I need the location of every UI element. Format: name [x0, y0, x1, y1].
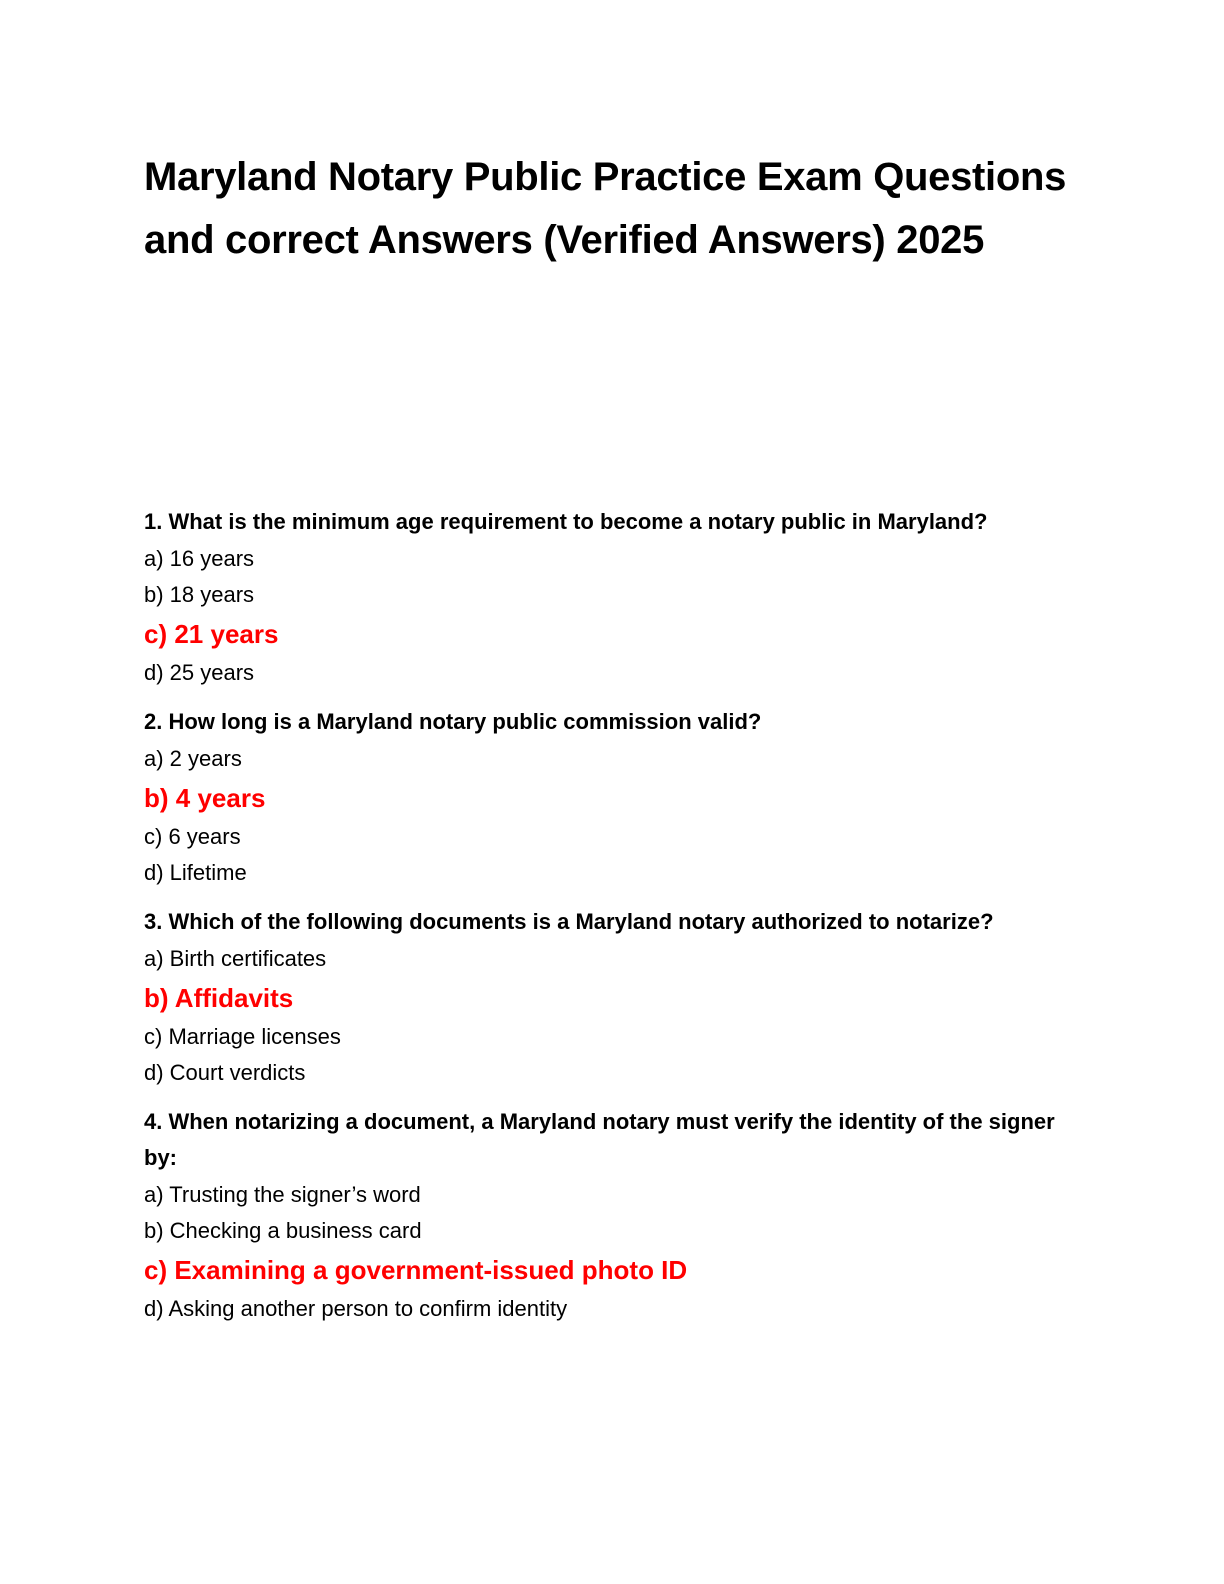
- answer-option: a) 2 years: [144, 746, 242, 771]
- correct-answer-option: b) Affidavits: [144, 983, 294, 1013]
- page-title: Maryland Notary Public Practice Exam Questions and correct Answers (Verified Answers) 2025: [144, 155, 1067, 262]
- answer-option: c) Marriage licenses: [144, 1024, 341, 1049]
- question-text: 1. What is the minimum age requirement to become a notary public in Maryland?: [144, 509, 988, 534]
- question-text: 4. When notarizing a document, a Maryland notary must verify the identity of the signer by:: [144, 1109, 1055, 1170]
- answer-option: d) Asking another person to confirm identity: [144, 1296, 568, 1321]
- answer-option: d) 25 years: [144, 660, 255, 685]
- answer-option: b) Checking a business card: [144, 1218, 422, 1243]
- question-4: [144, 1104, 1084, 1327]
- question-2: [144, 704, 1084, 891]
- question-list: [144, 504, 1084, 1340]
- answer-option: a) Trusting the signer’s word: [144, 1182, 421, 1207]
- answer-option: d) Court verdicts: [144, 1060, 306, 1085]
- question-3: [144, 904, 1084, 1091]
- answer-option: c) 6 years: [144, 824, 241, 849]
- answer-option: d) Lifetime: [144, 860, 247, 885]
- correct-answer-option: b) 4 years: [144, 783, 266, 813]
- question-1: [144, 504, 1084, 691]
- answer-option: b) 18 years: [144, 582, 255, 607]
- answer-option: a) Birth certificates: [144, 946, 327, 971]
- question-text: 2. How long is a Maryland notary public commission valid?: [144, 709, 762, 734]
- answer-option: a) 16 years: [144, 546, 255, 571]
- question-text: 3. Which of the following documents is a Maryland notary authorized to notarize?: [144, 909, 994, 934]
- correct-answer-option: c) 21 years: [144, 619, 279, 649]
- correct-answer-option: c) Examining a government-issued photo ID: [144, 1255, 688, 1285]
